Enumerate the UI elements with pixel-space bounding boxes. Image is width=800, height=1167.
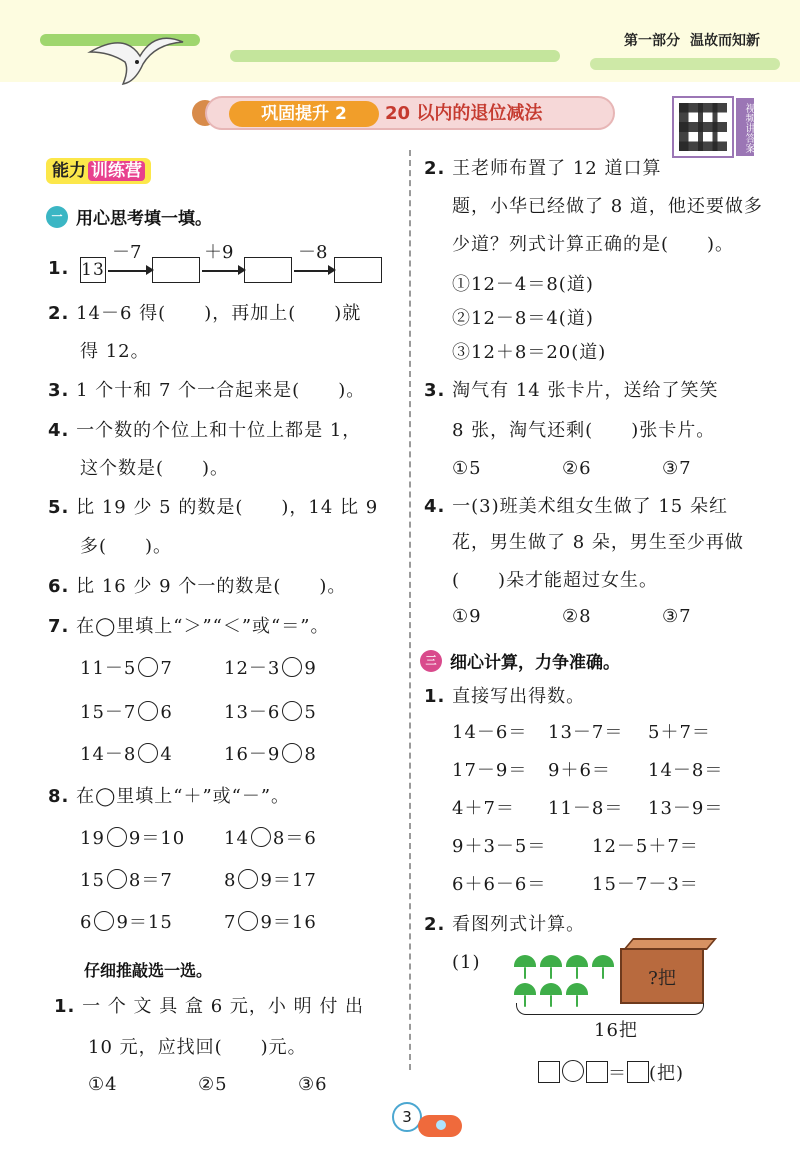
answer-box[interactable] (586, 1061, 608, 1083)
calc-item[interactable]: 9＋3－5＝ (452, 836, 547, 857)
qr-code[interactable] (672, 96, 734, 158)
equation-row: ＝ (把) (538, 1060, 684, 1087)
section1-heading: 一 用心思考填一填。 (46, 204, 212, 229)
question-7: 7. 在◯里填上“＞”“＜”或“＝”。 (48, 616, 330, 637)
compare-item: 16－9 8 (224, 744, 317, 765)
answer-box[interactable] (244, 257, 292, 283)
calc-item[interactable]: 12－5＋7＝ (592, 836, 699, 857)
choice-question-2: 2. 王老师布置了 12 道口算 (424, 158, 662, 179)
arrow (294, 270, 330, 272)
compare-item: 12－3 9 (224, 658, 317, 679)
question-6: 6. 比 16 少 9 个一的数是( )。 (48, 576, 347, 597)
section2-heading: 仔细推敲选一选。 (84, 961, 213, 980)
answer-circle[interactable] (238, 911, 258, 931)
umbrella-icon (566, 955, 588, 967)
option[interactable]: ③7 (662, 458, 692, 479)
compare-item: 13－6 5 (224, 702, 317, 723)
option[interactable]: ②6 (562, 458, 592, 479)
calc-item[interactable]: 15－7－3＝ (592, 874, 699, 895)
choice-question-1-line2: 10 元，应找回( )元。 (88, 1037, 307, 1058)
operator-item: 8 9＝17 (224, 870, 317, 891)
total-label: 16把 (594, 1020, 638, 1041)
arrow (202, 270, 240, 272)
calc-item[interactable]: 14－6＝ (452, 722, 528, 743)
calc-item[interactable]: 4＋7＝ (452, 798, 515, 819)
operator-item: 6 9＝15 (80, 912, 173, 933)
option[interactable]: ③12＋8＝20(道) (452, 342, 607, 363)
question-2-line2: 得 12。 (80, 341, 150, 362)
umbrella-icon (540, 983, 562, 995)
compare-item: 11－5 7 (80, 658, 173, 679)
calc-item[interactable]: 14－8＝ (648, 760, 724, 781)
answer-circle[interactable] (282, 743, 302, 763)
option[interactable]: ②5 (198, 1074, 228, 1095)
answer-box[interactable] (334, 257, 382, 283)
option[interactable]: ③6 (298, 1074, 328, 1095)
op-label: －8 (298, 242, 328, 263)
umbrella-icon (514, 983, 536, 995)
header-label: 第一部分 温故而知新 (624, 33, 760, 49)
box-icon: ?把 (620, 948, 704, 1004)
arrow (108, 270, 148, 272)
section3-heading: 三 细心计算，力争准确。 (420, 648, 620, 673)
ability-badge: 能力 训练营 (46, 158, 151, 184)
answer-circle[interactable] (238, 869, 258, 889)
answer-circle[interactable] (94, 911, 114, 931)
choice-question-4-line2: 花，男生做了 8 朵，男生至少再做 (452, 532, 744, 553)
operator-item: 19 9＝10 (80, 828, 186, 849)
choice-question-4-line3: ( )朵才能超过女生。 (452, 570, 659, 591)
operator-item: 7 9＝16 (224, 912, 317, 933)
option[interactable]: ①5 (452, 458, 482, 479)
umbrella-icon (514, 955, 536, 967)
question-4-line2: 这个数是( )。 (80, 458, 230, 479)
column-divider (409, 150, 411, 1070)
answer-box[interactable] (152, 257, 200, 283)
seagull-icon (85, 22, 185, 88)
question-4: 4. 一个数的个位上和十位上都是 1， (48, 420, 362, 441)
calc-item[interactable]: 5＋7＝ (648, 722, 711, 743)
question-number: 1. (48, 258, 70, 279)
section-badge: 三 (420, 650, 442, 672)
calc-item[interactable]: 13－9＝ (648, 798, 724, 819)
option[interactable]: ②12－8＝4(道) (452, 308, 594, 329)
answer-circle[interactable] (107, 827, 127, 847)
submarine-icon (418, 1115, 462, 1137)
choice-question-2-line2: 题，小华已经做了 8 道，他还要做多 (452, 196, 763, 217)
answer-circle[interactable] (138, 743, 158, 763)
qr-label: 视频讲答案 (736, 98, 754, 156)
option[interactable]: ①9 (452, 606, 482, 627)
choice-question-2-line3: 少道？列式计算正确的是( )。 (452, 234, 735, 255)
answer-circle[interactable] (107, 869, 127, 889)
option[interactable]: ③7 (662, 606, 692, 627)
compare-item: 14－8 4 (80, 744, 173, 765)
choice-question-4: 4. 一(3)班美术组女生做了 15 朵红 (424, 496, 728, 517)
calc-question-1: 1. 直接写出得数。 (424, 686, 586, 707)
umbrella-icon (592, 955, 614, 967)
decor-stripe (230, 50, 560, 62)
answer-circle[interactable] (562, 1060, 584, 1082)
operator-item: 15 8＝7 (80, 870, 173, 891)
total-bracket (516, 1003, 704, 1015)
page-number: 3 (392, 1102, 422, 1132)
choice-question-1: 1. 一 个 文 具 盒 6 元，小 明 付 出 (54, 996, 365, 1017)
answer-circle[interactable] (251, 827, 271, 847)
question-3: 3. 1 个十和 7 个一合起来是( )。 (48, 380, 366, 401)
section-badge: 一 (46, 206, 68, 228)
answer-box[interactable] (538, 1061, 560, 1083)
compare-item: 15－7 6 (80, 702, 173, 723)
calc-question-2: 2. 看图列式计算。 (424, 914, 586, 935)
choice-question-3: 3. 淘气有 14 张卡片，送给了笑笑 (424, 380, 719, 401)
sub-label: (1) (452, 952, 481, 973)
title-bar (205, 96, 615, 130)
question-5-line2: 多( )。 (80, 536, 173, 557)
operator-item: 14 8＝6 (224, 828, 317, 849)
decor-stripe (590, 58, 780, 70)
question-2: 2. 14－6 得( )，再加上( )就 (48, 303, 362, 324)
choice-question-3-line2: 8 张，淘气还剩( )张卡片。 (452, 420, 716, 441)
op-label: －7 (112, 242, 142, 263)
answer-circle[interactable] (282, 701, 302, 721)
op-label: ＋9 (204, 242, 234, 263)
lesson-label: 巩固提升 2 (229, 101, 379, 127)
start-number: 13 (80, 257, 106, 283)
option[interactable]: ①4 (88, 1074, 118, 1095)
page-title: 20 以内的退位减法 (385, 103, 543, 124)
answer-circle[interactable] (138, 701, 158, 721)
calc-item[interactable]: 13－7＝ (548, 722, 624, 743)
answer-box[interactable] (627, 1061, 649, 1083)
question-5: 5. 比 19 少 5 的数是( )，14 比 9 (48, 497, 379, 518)
answer-circle[interactable] (138, 657, 158, 677)
question-8: 8. 在◯里填上“＋”或“－”。 (48, 786, 291, 807)
calc-item[interactable]: 11－8＝ (548, 798, 624, 819)
umbrella-icon (540, 955, 562, 967)
calc-item[interactable]: 6＋6－6＝ (452, 874, 547, 895)
calc-item[interactable]: 9＋6＝ (548, 760, 611, 781)
option[interactable]: ②8 (562, 606, 592, 627)
umbrella-icon (566, 983, 588, 995)
calc-item[interactable]: 17－9＝ (452, 760, 528, 781)
option[interactable]: ①12－4＝8(道) (452, 274, 594, 295)
answer-circle[interactable] (282, 657, 302, 677)
